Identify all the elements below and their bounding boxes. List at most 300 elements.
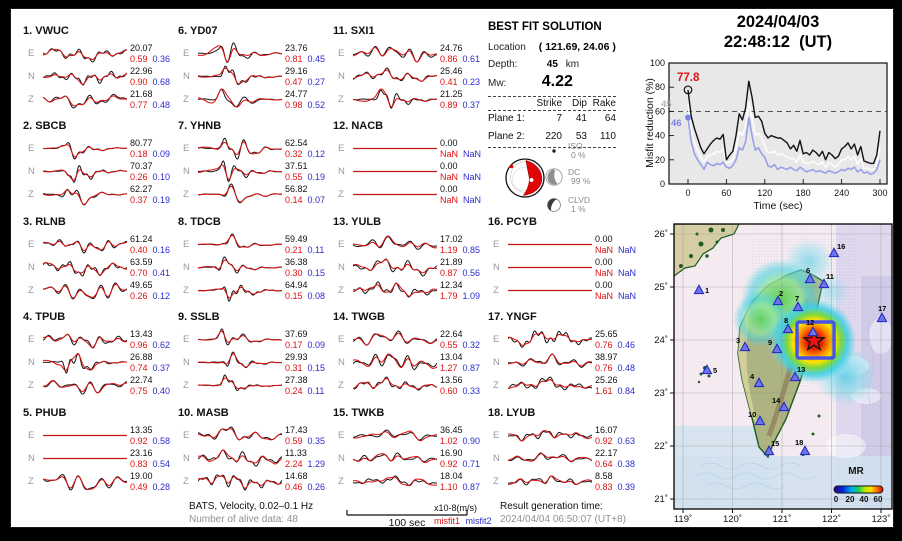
waveform-plot-PCYB-E bbox=[508, 233, 592, 256]
component-name: DC bbox=[568, 166, 581, 177]
synthetic-trace bbox=[43, 190, 127, 204]
station-header: 7. YHNB bbox=[178, 120, 222, 132]
misfit1-value: 0.83 bbox=[595, 481, 613, 492]
misfit2-value: 0.63 bbox=[617, 435, 636, 446]
longitude-label: 123˚ bbox=[871, 514, 891, 525]
y-tick-label: 20 bbox=[654, 154, 665, 165]
result-time-label: Result generation time: bbox=[500, 501, 603, 512]
amplitude-value: 0.00 bbox=[595, 280, 613, 290]
channel-values bbox=[130, 329, 170, 350]
channel-row bbox=[23, 42, 175, 65]
misfit-values bbox=[285, 340, 325, 351]
channel-row bbox=[23, 470, 175, 493]
channel-values bbox=[440, 161, 481, 182]
misfit-values bbox=[130, 54, 170, 65]
observed-trace bbox=[198, 43, 282, 62]
misfit-values bbox=[595, 363, 635, 374]
misfit-values bbox=[130, 195, 170, 206]
channel-values bbox=[285, 43, 325, 64]
station-header: 11. SXI1 bbox=[333, 25, 375, 37]
misfit1-value: 0.14 bbox=[285, 194, 303, 205]
channel-label: E bbox=[183, 430, 190, 441]
channel-label: E bbox=[183, 143, 190, 154]
misfit2-value: 0.27 bbox=[307, 76, 326, 87]
latitude-label: 22˚ bbox=[654, 441, 668, 452]
misfit1-value: 0.47 bbox=[285, 76, 303, 87]
misfit-values bbox=[285, 195, 325, 206]
strike-value: 7 bbox=[556, 113, 562, 124]
channel-row bbox=[178, 88, 330, 111]
station-number-label: 6 bbox=[806, 266, 811, 275]
divider bbox=[488, 110, 616, 111]
channel-row bbox=[333, 65, 485, 88]
event-date: 2024/04/03 bbox=[736, 13, 820, 31]
misfit1-value: 0.15 bbox=[285, 290, 303, 301]
channel-row bbox=[333, 137, 485, 160]
channel-values bbox=[130, 471, 170, 492]
channel-label: E bbox=[338, 239, 345, 250]
waveform-plot-TDCB-E bbox=[198, 233, 282, 256]
misfit2-value: 0.19 bbox=[307, 171, 326, 182]
channel-label: E bbox=[493, 430, 500, 441]
misfit1-value: 0.76 bbox=[595, 339, 613, 350]
misfit1-value: 0.37 bbox=[130, 194, 148, 205]
strike-value: 220 bbox=[545, 131, 562, 142]
waveform-plot-TWKB-Z bbox=[353, 470, 437, 493]
amplitude-value: 0.00 bbox=[440, 161, 458, 171]
misfit1-value: NaN bbox=[595, 290, 614, 301]
amplitude-value: 14.68 bbox=[285, 471, 308, 481]
channel-row bbox=[333, 256, 485, 279]
amplitude-value: 25.26 bbox=[595, 375, 618, 385]
waveform-plot-YHNB-E bbox=[198, 137, 282, 160]
synthetic-trace bbox=[43, 335, 127, 348]
misfit2-value: 0.15 bbox=[307, 362, 326, 373]
amplitude-value: 22.96 bbox=[130, 66, 153, 76]
observed-trace bbox=[198, 352, 282, 368]
misfit-values bbox=[595, 386, 635, 397]
misfit2-value: 0.37 bbox=[462, 99, 481, 110]
amplitude-value: 19.00 bbox=[130, 471, 153, 481]
channel-label: Z bbox=[338, 285, 344, 296]
channel-row bbox=[23, 233, 175, 256]
amplitude-value: 29.93 bbox=[285, 352, 308, 362]
amplitude-value: 0.00 bbox=[595, 257, 613, 267]
amplitude-value: 27.38 bbox=[285, 375, 308, 385]
synthetic-trace bbox=[508, 333, 592, 345]
station-number-label: 2 bbox=[779, 289, 784, 298]
channel-values bbox=[285, 375, 324, 396]
misfit-values bbox=[130, 172, 170, 183]
amplitude-value: 21.25 bbox=[440, 89, 463, 99]
misfit1-value: 0.30 bbox=[285, 267, 303, 278]
misfit-values bbox=[285, 54, 325, 65]
channel-values bbox=[595, 448, 635, 469]
misfit1-value: 1.79 bbox=[440, 290, 458, 301]
station-block-PCYB bbox=[488, 216, 640, 302]
misfit1-value: NaN bbox=[440, 171, 459, 182]
misfit1-value: 0.92 bbox=[440, 458, 458, 469]
channel-label: N bbox=[28, 453, 35, 464]
waveform-plot-TWGB-E bbox=[353, 328, 437, 351]
channel-label: N bbox=[493, 357, 500, 368]
channel-values bbox=[440, 234, 480, 255]
y-tick-label: 100 bbox=[649, 58, 665, 68]
misfit2-value: 0.40 bbox=[152, 385, 171, 396]
longitude-label: 121˚ bbox=[772, 514, 792, 525]
misfit2-value: 0.71 bbox=[462, 458, 481, 469]
channel-row bbox=[333, 183, 485, 206]
channel-label: Z bbox=[183, 380, 189, 391]
amplitude-value: 8.58 bbox=[595, 471, 613, 481]
waveform-plot-YNGF-Z bbox=[508, 374, 592, 397]
channel-row bbox=[333, 470, 485, 493]
station-header: 8. TDCB bbox=[178, 216, 221, 228]
channel-row bbox=[488, 424, 640, 447]
station-number-label: 4 bbox=[750, 372, 755, 381]
amplitude-value: 0.00 bbox=[440, 184, 458, 194]
channel-values bbox=[130, 448, 170, 469]
channel-label: Z bbox=[493, 380, 499, 391]
channel-label: N bbox=[338, 262, 345, 273]
station-number-label: 17 bbox=[878, 304, 887, 313]
misfit-values bbox=[285, 77, 325, 88]
channel-label: E bbox=[493, 239, 500, 250]
amplitude-value: 36.45 bbox=[440, 425, 463, 435]
depth-value: 45 bbox=[546, 59, 558, 70]
x-axis-label: Time (sec) bbox=[753, 200, 803, 212]
station-header: 16. PCYB bbox=[488, 216, 537, 228]
channel-label: Z bbox=[183, 285, 189, 296]
station-header: 14. TWGB bbox=[333, 311, 385, 323]
misfit-values bbox=[440, 340, 480, 351]
misfit-values bbox=[285, 436, 325, 447]
latitude-label: 23˚ bbox=[654, 388, 668, 399]
misfit-values bbox=[130, 77, 170, 88]
misfit-values bbox=[285, 268, 325, 279]
channel-values bbox=[440, 280, 480, 301]
channel-label: N bbox=[338, 166, 345, 177]
misfit-values bbox=[285, 245, 324, 256]
misfit1-value: 0.18 bbox=[130, 148, 148, 159]
channel-label: Z bbox=[28, 94, 34, 105]
misfit-values bbox=[285, 386, 324, 397]
misfit2-value: NaN bbox=[618, 267, 637, 278]
result-time-value: 2024/04/04 06:50:07 (UT+8) bbox=[500, 514, 626, 525]
channel-row bbox=[333, 351, 485, 374]
synthetic-trace bbox=[198, 378, 282, 389]
synthetic-trace bbox=[198, 186, 282, 202]
misfit-values bbox=[285, 149, 325, 160]
depth-unit: km bbox=[565, 59, 580, 70]
waveform-plot-TPUB-Z bbox=[43, 374, 127, 397]
waveform-plot-VWUC-E bbox=[43, 42, 127, 65]
channel-row bbox=[178, 470, 330, 493]
misfit2-value: 0.62 bbox=[152, 339, 171, 350]
scalebar-label: 100 sec bbox=[388, 517, 426, 528]
misfit2-legend-label: misfit2 bbox=[465, 516, 492, 526]
station-block-YNGF bbox=[488, 311, 640, 397]
channel-row bbox=[488, 470, 640, 493]
channel-values bbox=[440, 43, 480, 64]
dip-value: 53 bbox=[575, 131, 587, 142]
amplitude-value: 24.76 bbox=[440, 43, 463, 53]
station-number-label: 15 bbox=[771, 439, 780, 448]
channel-values bbox=[595, 352, 635, 373]
misfit2-value: 0.26 bbox=[307, 481, 326, 492]
misfit-values bbox=[595, 340, 635, 351]
station-number-label: 11 bbox=[826, 272, 834, 281]
station-block-NACB bbox=[333, 120, 485, 206]
amplitude-value: 23.16 bbox=[130, 448, 153, 458]
latitude-label: 24˚ bbox=[654, 335, 668, 346]
latitude-label: 21˚ bbox=[654, 494, 668, 505]
channel-row bbox=[23, 137, 175, 160]
channel-row bbox=[178, 279, 330, 302]
station-header: 18. LYUB bbox=[488, 407, 536, 419]
channel-values bbox=[285, 138, 325, 159]
station-number-label: 3 bbox=[736, 336, 741, 345]
station-block-LYUB bbox=[488, 407, 640, 493]
misfit2-value: 0.12 bbox=[152, 290, 171, 301]
synthetic-trace bbox=[353, 354, 437, 368]
synthetic-trace bbox=[198, 476, 282, 488]
misfit1-value: 1.27 bbox=[440, 362, 458, 373]
channel-values bbox=[440, 257, 480, 278]
misfit1-value: 0.59 bbox=[130, 53, 148, 64]
channel-values bbox=[130, 184, 170, 205]
taiwan-map bbox=[641, 208, 894, 528]
station-number-label: 16 bbox=[837, 242, 846, 251]
waveform-plot-TPUB-E bbox=[43, 328, 127, 351]
amplitude-value: 13.04 bbox=[440, 352, 463, 362]
misfit2-value: 0.35 bbox=[307, 435, 326, 446]
amplitude-value: 29.16 bbox=[285, 66, 308, 76]
misfit1-value: 0.74 bbox=[130, 362, 148, 373]
channel-label: E bbox=[183, 334, 190, 345]
amplitude-value: 17.43 bbox=[285, 425, 308, 435]
channel-values bbox=[285, 234, 324, 255]
amplitude-value: 17.02 bbox=[440, 234, 463, 244]
channel-label: Z bbox=[493, 476, 499, 487]
waveform-plot-SBCB-N bbox=[43, 160, 127, 183]
component-percent: 0 % bbox=[571, 150, 586, 160]
waveform-plot-YNGF-N bbox=[508, 351, 592, 374]
rake-value: 110 bbox=[600, 131, 616, 142]
amplitude-value: 13.43 bbox=[130, 329, 153, 339]
station-header: 6. YD07 bbox=[178, 25, 218, 37]
misfit2-value: 0.36 bbox=[152, 53, 171, 64]
misfit1-value: 0.75 bbox=[130, 385, 148, 396]
channel-values bbox=[285, 257, 325, 278]
waveform-plot-YULB-N bbox=[353, 256, 437, 279]
amplitude-value: 22.74 bbox=[130, 375, 153, 385]
channel-values bbox=[440, 352, 480, 373]
channel-values bbox=[130, 43, 170, 64]
channel-label: E bbox=[28, 430, 35, 441]
channel-label: Z bbox=[493, 285, 499, 296]
misfit-values bbox=[285, 363, 325, 374]
station-block-SSLB bbox=[178, 311, 330, 397]
station-block-PHUB bbox=[23, 407, 175, 493]
misfit2-value: 0.32 bbox=[462, 339, 481, 350]
waveform-plot-NACB-Z bbox=[353, 183, 437, 206]
misfit2-value: NaN bbox=[463, 148, 482, 159]
channel-row bbox=[23, 328, 175, 351]
channel-row bbox=[178, 374, 330, 397]
misfit1-value: 0.89 bbox=[440, 99, 458, 110]
observed-trace bbox=[43, 189, 127, 205]
channel-label: Z bbox=[183, 476, 189, 487]
misfit2-value: 0.33 bbox=[462, 385, 481, 396]
channel-values bbox=[440, 448, 480, 469]
waveform-plot-YHNB-N bbox=[198, 160, 282, 183]
alt-depth-annotation: 46 bbox=[671, 118, 682, 129]
channel-row bbox=[488, 256, 640, 279]
misfit1-value: 1.19 bbox=[440, 244, 458, 255]
amplitude-value: 21.68 bbox=[130, 89, 153, 99]
misfit-values bbox=[440, 268, 480, 279]
component-percent: 1 % bbox=[571, 204, 586, 214]
channel-label: E bbox=[28, 143, 35, 154]
station-block-SXI1 bbox=[333, 25, 485, 111]
channel-values bbox=[595, 257, 636, 278]
misfit1-value: 0.87 bbox=[440, 267, 458, 278]
station-number-label: 12 bbox=[806, 318, 815, 327]
synthetic-trace bbox=[198, 68, 282, 84]
misfit-values bbox=[130, 245, 170, 256]
channel-label: Z bbox=[28, 476, 34, 487]
longitude-label: 120˚ bbox=[722, 514, 743, 525]
amplitude-value: 64.94 bbox=[285, 280, 308, 290]
depth-row bbox=[488, 59, 579, 70]
waveform-plot-YD07-Z bbox=[198, 88, 282, 111]
channel-values bbox=[440, 329, 480, 350]
amplitude-value: 12.34 bbox=[440, 280, 463, 290]
misfit-values bbox=[130, 291, 170, 302]
misfit-values bbox=[595, 268, 636, 279]
misfit2-value: NaN bbox=[618, 290, 637, 301]
misfit1-value: 0.17 bbox=[285, 339, 303, 350]
moment-component-row bbox=[544, 195, 590, 215]
depth-label: Depth: bbox=[488, 59, 518, 70]
channel-values bbox=[440, 138, 481, 159]
waveform-plot-PCYB-N bbox=[508, 256, 592, 279]
component-percent: 99 % bbox=[571, 176, 591, 186]
waveform-plot-MASB-Z bbox=[198, 470, 282, 493]
channel-values bbox=[285, 471, 325, 492]
waveform-plot-YULB-E bbox=[353, 233, 437, 256]
misfit2-value: 0.37 bbox=[152, 362, 171, 373]
channel-values bbox=[130, 89, 170, 110]
misfit2-value: 0.46 bbox=[617, 339, 636, 350]
misfit-values bbox=[440, 386, 480, 397]
misfit1-value: 0.46 bbox=[285, 481, 303, 492]
misfit-values bbox=[440, 245, 480, 256]
best-fit-title: BEST FIT SOLUTION bbox=[488, 21, 602, 33]
misfit1-value: 0.86 bbox=[440, 53, 458, 64]
y-tick-label: 60 bbox=[654, 106, 665, 117]
amplitude-value: 0.00 bbox=[440, 138, 458, 148]
waveform-plot-YNGF-E bbox=[508, 328, 592, 351]
misfit-values bbox=[130, 100, 170, 111]
station-block-RLNB bbox=[23, 216, 175, 302]
channel-label: E bbox=[28, 334, 35, 345]
x-tick-label: 0 bbox=[685, 188, 691, 198]
misfit2-value: 0.09 bbox=[307, 339, 326, 350]
channel-label: E bbox=[338, 430, 345, 441]
channel-row bbox=[488, 351, 640, 374]
channel-row bbox=[333, 279, 485, 302]
amplitude-value: 70.37 bbox=[130, 161, 153, 171]
station-header: 13. YULB bbox=[333, 216, 382, 228]
amplitude-value: 62.27 bbox=[130, 184, 153, 194]
divider bbox=[488, 96, 616, 97]
channel-values bbox=[130, 138, 170, 159]
misfit-legend bbox=[434, 516, 492, 526]
misfit-values bbox=[130, 436, 170, 447]
channel-values bbox=[440, 425, 480, 446]
channel-values bbox=[595, 425, 635, 446]
channel-row bbox=[178, 424, 330, 447]
misfit2-value: NaN bbox=[463, 171, 482, 182]
misfit1-value: NaN bbox=[595, 244, 614, 255]
station-header: 5. PHUB bbox=[23, 407, 67, 419]
misfit-values bbox=[285, 172, 325, 183]
alive-data-label: Number of alive data: 48 bbox=[189, 514, 298, 525]
misfit-values bbox=[440, 195, 481, 206]
dc-beachball-icon bbox=[544, 167, 564, 187]
synthetic-trace bbox=[43, 241, 127, 250]
misfit2-value: 0.12 bbox=[307, 148, 326, 159]
channel-row bbox=[333, 42, 485, 65]
misfit-values bbox=[285, 482, 325, 493]
best-misfit-annotation: 77.8 bbox=[677, 72, 700, 84]
channel-row bbox=[178, 183, 330, 206]
misfit1-value: 1.02 bbox=[440, 435, 458, 446]
channel-values bbox=[440, 66, 480, 87]
misfit2-value: 0.56 bbox=[462, 267, 481, 278]
misfit2-value: 0.28 bbox=[152, 481, 171, 492]
misfit-values bbox=[595, 245, 636, 256]
band-label: BATS, Velocity, 0.02–0.1 Hz bbox=[189, 501, 314, 512]
amplitude-value: 22.17 bbox=[595, 448, 618, 458]
misfit-reduction-chart bbox=[641, 57, 893, 217]
synthetic-trace bbox=[198, 331, 282, 342]
misfit1-value: 0.92 bbox=[130, 435, 148, 446]
misfit2-value: 0.16 bbox=[152, 244, 171, 255]
channel-label: N bbox=[28, 262, 35, 273]
misfit2-value: 0.84 bbox=[617, 385, 636, 396]
waveform-plot-RLNB-E bbox=[43, 233, 127, 256]
channel-label: E bbox=[28, 239, 35, 250]
station-block-YHNB bbox=[178, 120, 330, 206]
station-number-label: 9 bbox=[768, 338, 773, 347]
channel-label: N bbox=[183, 166, 190, 177]
observed-trace bbox=[353, 90, 437, 108]
station-block-SBCB bbox=[23, 120, 175, 206]
synthetic-trace bbox=[43, 476, 127, 489]
station-block-MASB bbox=[178, 407, 330, 493]
misfit-values bbox=[130, 459, 170, 470]
waveform-plot-MASB-N bbox=[198, 447, 282, 470]
channel-label: Z bbox=[338, 476, 344, 487]
misfit-values bbox=[440, 436, 480, 447]
plane-row bbox=[488, 113, 616, 124]
channel-label: N bbox=[183, 357, 190, 368]
synthetic-trace bbox=[198, 46, 282, 62]
channel-row bbox=[333, 328, 485, 351]
